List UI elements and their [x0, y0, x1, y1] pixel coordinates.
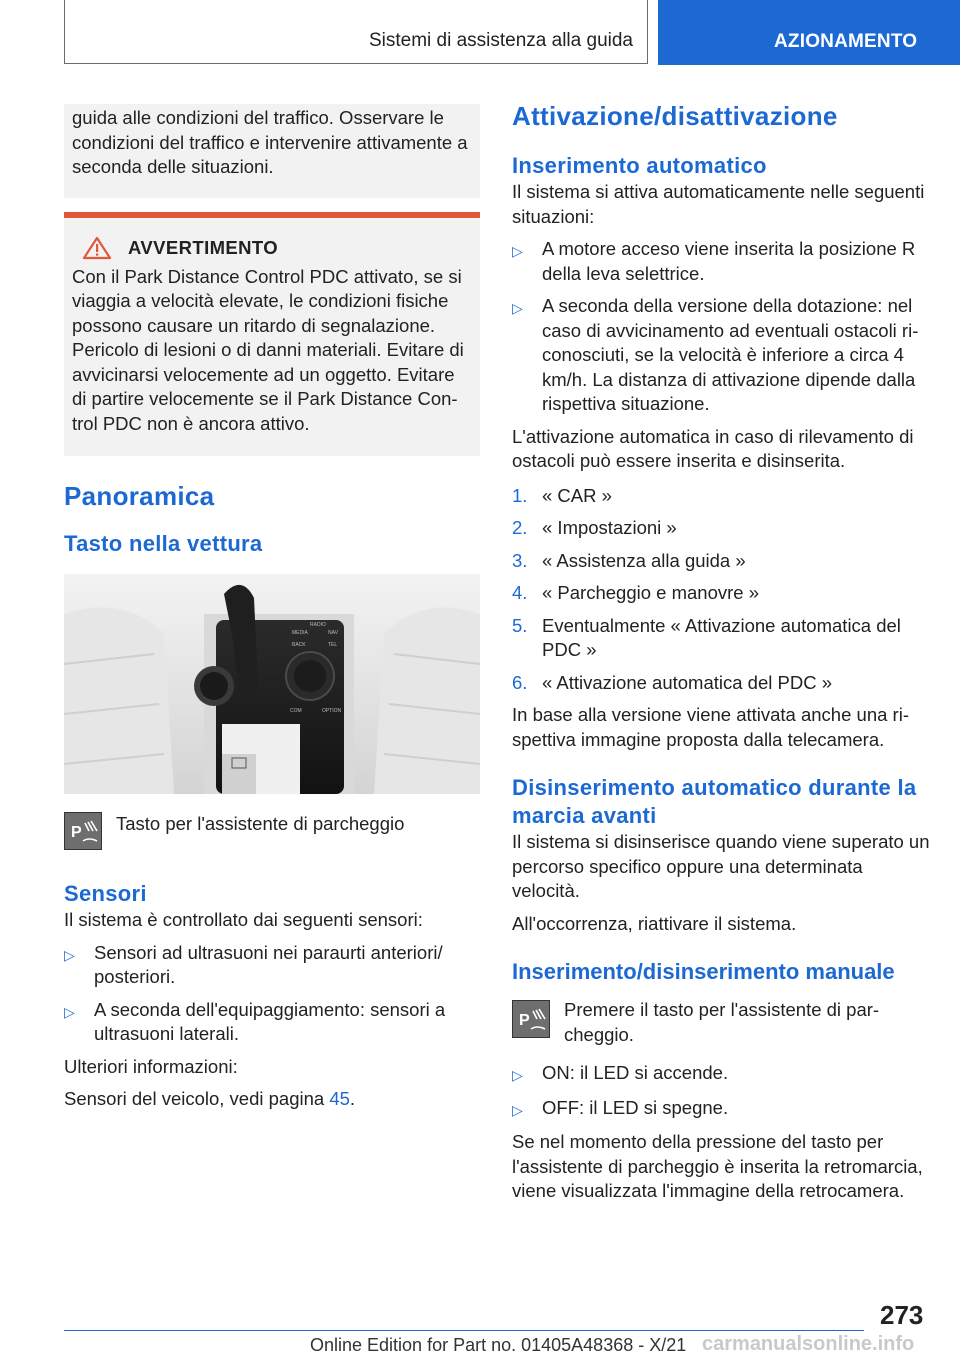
console-label-tel: TEL: [328, 642, 338, 648]
edition-text: Online Edition for Part no. 01405A48368 - X/21: [310, 1335, 687, 1355]
console-label-com: COM: [290, 708, 302, 714]
auto-off-heading: Disinserimento automatico durante la marcia avanti: [512, 775, 917, 828]
activation-heading: Attivazione/disattivazione: [512, 101, 838, 131]
step-item: [512, 614, 932, 663]
bullet-text: Sensori ad ultrasuoni nei paraurti anteriori/ posteriori.: [94, 941, 443, 987]
auto-off-text: Il sistema si disinserisce quando viene superato un percorso specifico oppure una determinata velocità.: [512, 831, 930, 901]
step-text: « Impostazioni »: [542, 517, 677, 538]
overview-heading: Panoramica: [64, 481, 215, 511]
step-item: [512, 581, 932, 606]
left-column: [64, 104, 480, 1112]
step-number: 5.: [512, 614, 528, 636]
bullet-text: OFF: il LED si spegne.: [542, 1096, 729, 1118]
bullet-text: A seconda della versione della dotazione: nel caso di avvicinamento ad eventuali ostacoli riconosciuti, se la velocità è inferiore a circa 4 km/h. La distanza di attivazione dipende dalla rispettiva situazione.: [542, 295, 919, 414]
list-item: [512, 237, 932, 286]
step-number: 2.: [512, 517, 528, 538]
right-column: [512, 101, 932, 1204]
step-text: « Assistenza alla guida »: [542, 549, 746, 571]
step-text: « Attivazione automatica del PDC »: [542, 671, 832, 693]
auto-on-heading: Inserimento automatico: [512, 153, 767, 178]
list-item: [512, 1061, 932, 1088]
footer-divider: [64, 1330, 864, 1331]
warning-text: Con il Park Distance Control PDC attivato, se si viaggia a velocità elevate, le condizioni fisiche possono causare un ritardo di segnalazione. Pericolo di lesioni o di danni materiali. Evitare di avvicinarsi velocemente ad un oggetto. Evitare di partire velocemente se il Park Distance Control PDC non è ancora attivo.: [72, 265, 464, 434]
step-number: 1.: [512, 484, 528, 506]
steps-note: In base alla versione viene attivata anche una rispettiva immagine proposta dalla telecamera.: [512, 704, 909, 750]
bullet-text: A seconda dell'equipaggiamento: sensori a ultrasuoni laterali.: [94, 998, 446, 1044]
step-text: « Parcheggio e manovre »: [542, 582, 759, 603]
svg-text:P: P: [71, 824, 82, 841]
bullet-triangle-icon: ▷: [512, 1067, 523, 1083]
chapter-tab-label: AZIONAMENTO: [774, 31, 918, 52]
manual-text: Premere il tasto per l'assistente di parcheggio.: [564, 999, 880, 1045]
step-item: [512, 671, 932, 696]
warning-box: [64, 212, 480, 456]
console-label-back: BACK: [292, 642, 306, 648]
bullet-triangle-icon: ▷: [64, 1003, 75, 1020]
step-number: 3.: [512, 549, 528, 571]
console-label-nav: NAV: [328, 630, 338, 636]
bullet-text: A motore acceso viene inserita la posizione R della leva selettrice.: [542, 238, 916, 284]
bullet-triangle-icon: ▷: [512, 300, 523, 316]
warning-title: AVVERTIMENTO: [128, 237, 279, 258]
list-item: [512, 294, 932, 417]
watermark: carmanualsonline.info: [702, 1333, 915, 1355]
step-item: [512, 484, 932, 509]
center-console-photo: [64, 574, 480, 794]
manual-note: Se nel momento della pressione del tasto per l'assistente di parcheggio è inserita la retromarcia, viene visualizzata l'immagine della retrocamera.: [512, 1131, 923, 1201]
button-heading: Tasto nella vettura: [64, 531, 263, 556]
step-item: [512, 516, 932, 541]
list-item: [512, 1096, 932, 1123]
svg-text:P: P: [519, 1012, 530, 1029]
step-item: [512, 549, 932, 574]
page-link[interactable]: 45: [329, 1088, 350, 1109]
warning-triangle-icon: [82, 236, 112, 260]
manual-instruction-row: [512, 1000, 932, 1047]
auto-off-note: All'occorrenza, riattivare il sistema.: [512, 912, 797, 934]
cross-reference: [64, 1087, 480, 1112]
sensors-intro: Il sistema è controllato dai seguenti sensori:: [64, 909, 423, 930]
step-number: 6.: [512, 671, 528, 693]
list-item: [64, 998, 480, 1047]
manual-heading: Inserimento/disinserimento manuale: [512, 959, 895, 984]
page-number: 273: [880, 1300, 924, 1330]
step-number: 4.: [512, 582, 528, 603]
sensors-heading: Sensori: [64, 881, 147, 906]
warning-header: [72, 236, 472, 261]
photo-caption: Tasto per l'assistente di parcheggio: [116, 813, 405, 834]
section-title: Sistemi di assistenza alla guida: [368, 30, 633, 51]
console-label-option: OPTION: [322, 708, 342, 714]
continued-text: guida alle condizioni del traffico. Osservare le condizioni del traffico e intervenire attivamente a seconda delle situazioni.: [72, 107, 468, 177]
console-illustration: [64, 574, 480, 794]
park-assist-button-icon: [512, 1000, 550, 1038]
bullet-text: ON: il LED si accende.: [542, 1062, 729, 1083]
more-info-label: Ulteriori informazioni:: [64, 1055, 238, 1077]
header-frame: [64, 0, 648, 64]
continued-note: [64, 104, 480, 198]
step-text: Eventualmente « Attivazione automatica del PDC »: [542, 614, 901, 660]
console-label-radio: RADIO: [310, 622, 326, 628]
cross-reference-text: Sensori del veicolo, vedi pagina: [64, 1088, 330, 1109]
auto-on-note: L'attivazione automatica in caso di rilevamento di ostacoli può essere inserita e disinserita.: [512, 425, 914, 471]
bullet-triangle-icon: ▷: [512, 1101, 523, 1118]
chapter-tab[interactable]: [658, 0, 960, 65]
cross-reference-end: .: [349, 1088, 356, 1109]
auto-on-intro: Il sistema si attiva automaticamente nelle seguenti situazioni:: [512, 181, 925, 227]
bullet-triangle-icon: ▷: [512, 243, 523, 259]
console-label-media: MEDIA: [292, 630, 308, 636]
list-item: [64, 941, 480, 990]
park-assist-button-icon: [64, 812, 102, 850]
bullet-triangle-icon: ▷: [64, 946, 75, 963]
step-text: « CAR »: [542, 484, 612, 506]
caption-row: [64, 812, 480, 850]
